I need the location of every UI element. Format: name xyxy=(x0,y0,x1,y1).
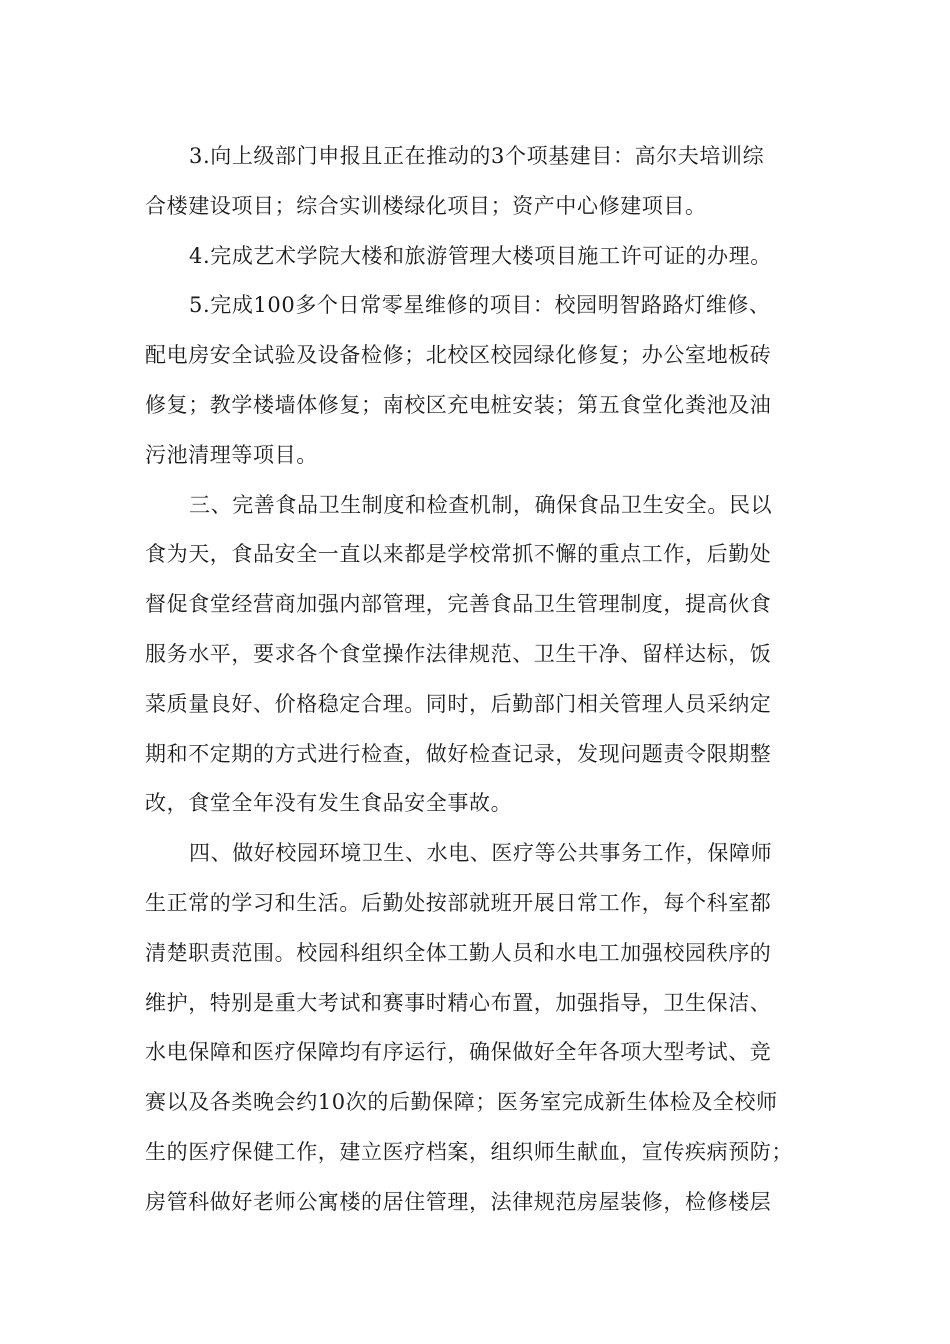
paragraph-item-3 xyxy=(145,132,845,232)
paragraph-section-3-food-safety xyxy=(145,481,845,830)
paragraph-section-4-public-affairs xyxy=(145,829,845,1227)
text-line: 合楼建设项目；综合实训楼绿化项目；资产中心修建项目。 xyxy=(145,193,707,218)
text-line: 房管科做好老师公寓楼的居住管理，法律规范房屋装修，检修楼层 xyxy=(145,1189,772,1214)
text-line: 维护，特别是重大考试和赛事时精心布置，加强指导，卫生保洁、 xyxy=(145,990,772,1015)
text-line: 5.完成100多个日常零星维修的项目：校园明智路路灯维修、 xyxy=(189,293,771,318)
text-line: 生正常的学习和生活。后勤处按部就班开展日常工作，每个科室都 xyxy=(145,890,772,915)
text-line: 服务水平，要求各个食堂操作法律规范、卫生干净、留样达标，饭 xyxy=(145,641,772,666)
text-line: 修复；教学楼墙体修复；南校区充电桩安装；第五食堂化粪池及油 xyxy=(145,392,772,417)
paragraph-item-5 xyxy=(145,281,845,480)
text-line: 3.向上级部门申报且正在推动的3个项基建目：高尔夫培训综 xyxy=(189,144,765,168)
text-line: 食为天，食品安全一直以来都是学校常抓不懈的重点工作，后勤处 xyxy=(145,542,772,567)
text-line: 4.完成艺术学院大楼和旅游管理大楼项目施工许可证的办理。 xyxy=(189,243,772,268)
text-line: 三、完善食品卫生制度和检查机制，确保食品卫生安全。民以 xyxy=(189,492,773,517)
text-line: 赛以及各类晚会约10次的后勤保障；医务室完成新生体检及全校师 xyxy=(145,1090,778,1115)
text-line: 菜质量良好、价格稳定合理。同时，后勤部门相关管理人员采纳定 xyxy=(145,691,772,716)
text-line: 四、做好校园环境卫生、水电、医疗等公共事务工作，保障师 xyxy=(189,841,773,866)
text-line: 生的医疗保健工作，建立医疗档案，组织师生献血，宣传疾病预防； xyxy=(145,1139,793,1164)
text-line: 期和不定期的方式进行检查，做好检查记录，发现问题责令限期整 xyxy=(145,741,772,766)
text-line: 水电保障和医疗保障均有序运行，确保做好全年各项大型考试、竞 xyxy=(145,1040,772,1065)
text-line: 配电房安全试验及设备检修；北校区校园绿化修复；办公室地板砖 xyxy=(145,343,772,368)
text-line: 清楚职责范围。校园科组织全体工勤人员和水电工加强校园秩序的 xyxy=(145,940,772,965)
text-line: 改，食堂全年没有发生食品安全事故。 xyxy=(145,791,513,816)
document-body xyxy=(145,132,845,1228)
text-line: 督促食堂经营商加强内部管理，完善食品卫生管理制度，提高伙食 xyxy=(145,592,772,617)
paragraph-item-4 xyxy=(145,232,845,282)
text-line: 污池清理等项目。 xyxy=(145,442,318,467)
